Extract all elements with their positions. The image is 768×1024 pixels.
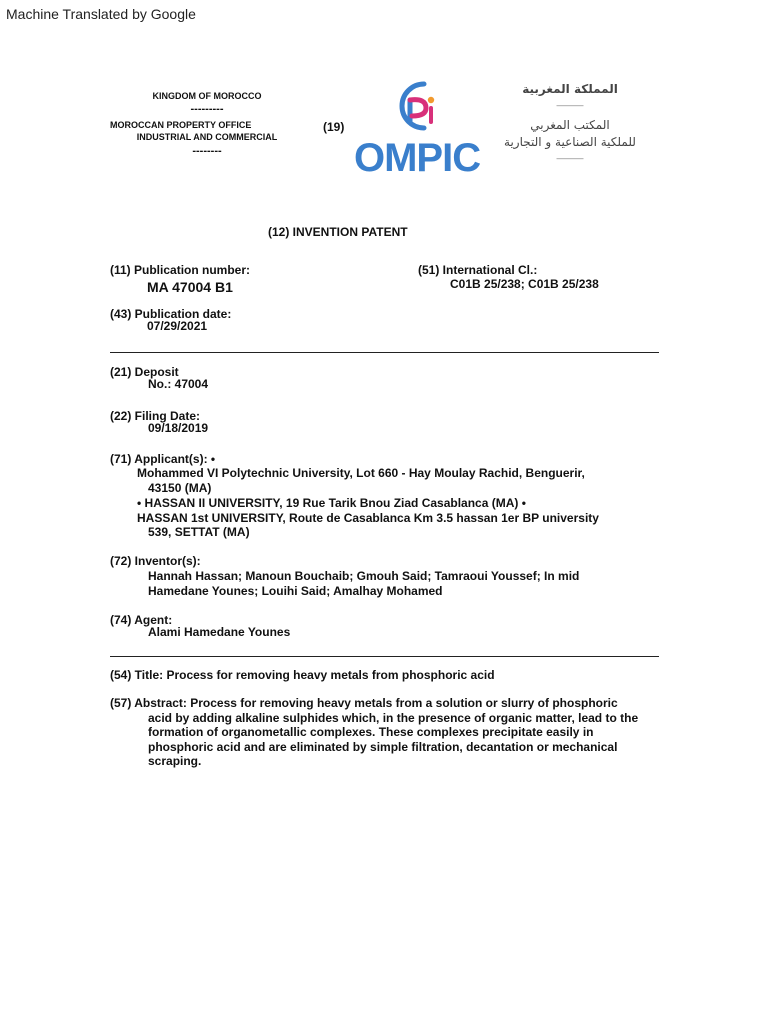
agent-label: (74) Agent: (110, 613, 173, 627)
patent-title: (54) Title: Process for removing heavy metals from phosphoric acid (110, 668, 495, 682)
filing-date-value: 09/18/2019 (148, 421, 209, 435)
arabic-office-1: المكتب المغربي (530, 118, 610, 132)
applicant-line-5: 539, SETTAT (MA) (148, 525, 250, 539)
header-dash-1: --------- (190, 103, 224, 115)
applicant-line-3: • HASSAN II UNIVERSITY, 19 Rue Tarik Bnou Ziad Casablanca (MA) • (137, 496, 526, 510)
agent-value: Alami Hamedane Younes (148, 625, 291, 639)
ompic-logo (354, 78, 479, 182)
publication-date-value: 07/29/2021 (147, 319, 208, 333)
ompic-wordmark: OMPIC (354, 136, 481, 180)
office-line-2: INDUSTRIAL AND COMMERCIAL (136, 132, 278, 142)
arabic-dash-1: ——— (556, 100, 584, 110)
arabic-office-2: للملكية الصناعية و التجارية (504, 135, 636, 149)
publication-date-label: (43) Publication date: (110, 307, 232, 321)
code-19: (19) (323, 120, 345, 134)
filing-date-label: (22) Filing Date: (110, 409, 201, 423)
abstract-line-3: formation of organometallic complexes. These complexes precipitate easily in (148, 725, 594, 739)
applicants-label: (71) Applicant(s): • (110, 452, 216, 466)
divider-2 (110, 656, 659, 657)
machine-translation-banner: Machine Translated by Google (6, 6, 196, 22)
document-type: (12) INVENTION PATENT (268, 225, 408, 239)
applicant-line-1: Mohammed VI Polytechnic University, Lot 660 - Hay Moulay Rachid, Benguerir, (137, 466, 585, 480)
abstract-line-2: acid by adding alkaline sulphides which, in the presence of organic matter, lead to the (148, 711, 639, 725)
abstract-line-1: (57) Abstract: Process for removing heavy metals from a solution or slurry of phosphoric (110, 696, 618, 710)
international-class-label: (51) International Cl.: (418, 263, 538, 277)
applicant-line-4: HASSAN 1st UNIVERSITY, Route de Casablanca Km 3.5 hassan 1er BP university (137, 511, 599, 525)
kingdom-label: KINGDOM OF MOROCCO (152, 91, 262, 101)
abstract-line-4: phosphoric acid and are eliminated by simple filtration, decantation or mechanical (148, 740, 618, 754)
arabic-dash-2: ——— (556, 153, 584, 163)
inventors-label: (72) Inventor(s): (110, 554, 201, 568)
inventors-line-1: Hannah Hassan; Manoun Bouchaib; Gmouh Said; Tamraoui Youssef; In mid (148, 569, 580, 583)
publication-number-value: MA 47004 B1 (147, 279, 233, 295)
header-dash-2: -------- (192, 145, 222, 157)
ompic-emblem-icon (354, 78, 479, 138)
deposit-label: (21) Deposit (110, 365, 179, 379)
abstract-line-5: scraping. (148, 754, 202, 768)
publication-number-label: (11) Publication number: (110, 263, 251, 277)
inventors-line-2: Hamedane Younes; Louihi Said; Amalhay Mohamed (148, 584, 443, 598)
divider-1 (110, 352, 659, 353)
international-class-value: C01B 25/238; C01B 25/238 (450, 277, 599, 291)
deposit-value: No.: 47004 (148, 377, 209, 391)
applicant-line-2: 43150 (MA) (148, 481, 212, 495)
arabic-kingdom: المملكة المغربية (522, 82, 618, 96)
office-line-1: MOROCCAN PROPERTY OFFICE (110, 120, 252, 130)
